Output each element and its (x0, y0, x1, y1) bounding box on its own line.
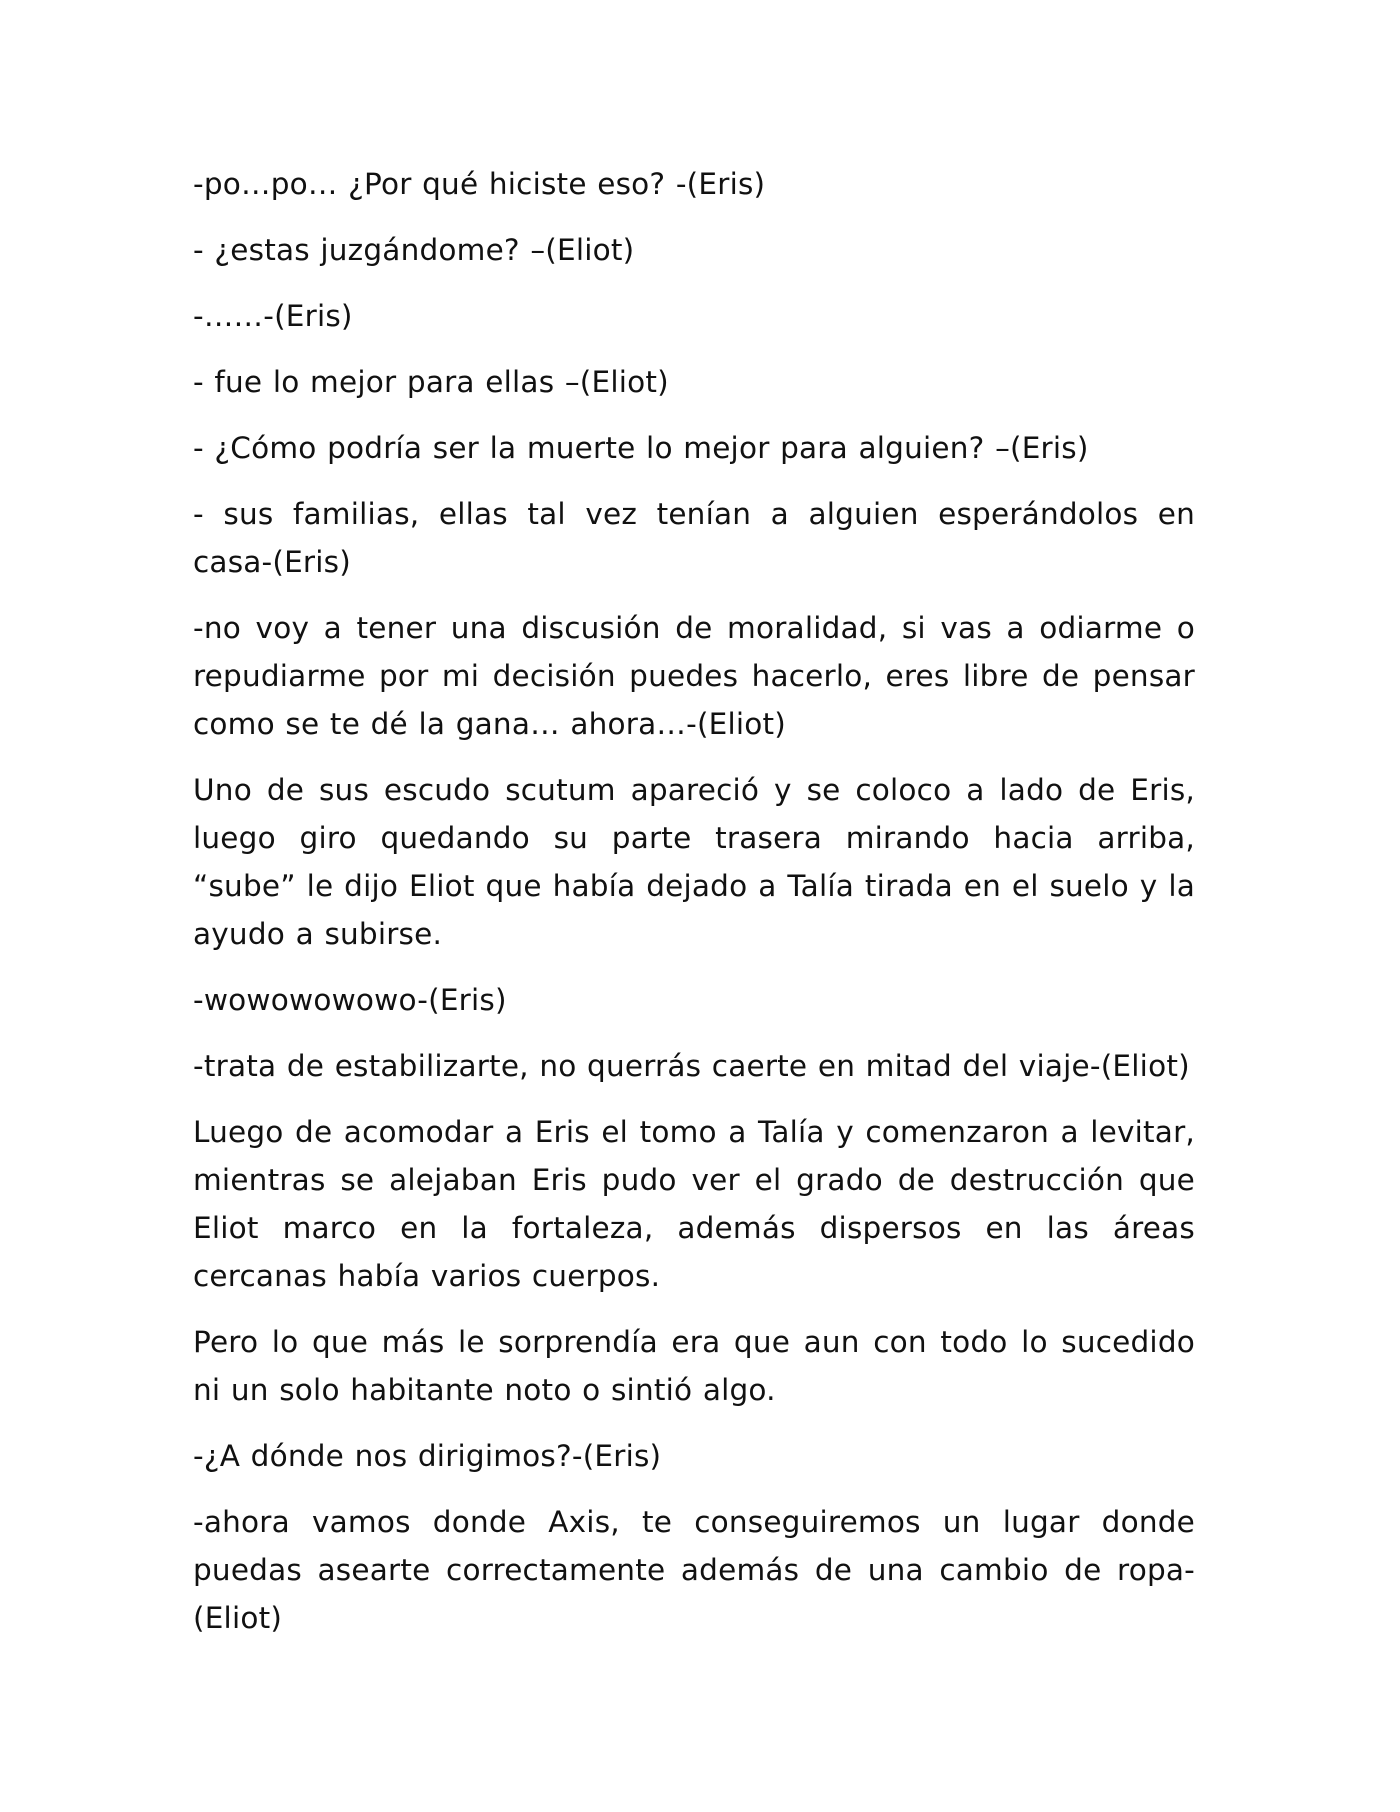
paragraph-11: Luego de acomodar a Eris el tomo a Talía y comenzaron a levitar, mientras se alejaban Eris pudo ver el grado de destrucción que Eliot marco en la fortaleza, además dispersos en las áreas cercanas había varios cuerpos. (193, 1115, 1195, 1293)
paragraph-5: - ¿Cómo podría ser la muerte lo mejor para alguien? –(Eris) (193, 431, 1089, 465)
paragraph-1: -po…po… ¿Por qué hiciste eso? -(Eris) (193, 167, 766, 201)
paragraph-6: - sus familias, ellas tal vez tenían a alguien esperándolos en casa-(Eris) (193, 497, 1195, 579)
paragraph-9: -wowowowowo-(Eris) (193, 983, 507, 1017)
paragraph-10: -trata de estabilizarte, no querrás caerte en mitad del viaje-(Eliot) (193, 1049, 1190, 1083)
paragraph-3: -……-(Eris) (193, 299, 353, 333)
document-body (193, 160, 1195, 1660)
paragraph-8: Uno de sus escudo scutum apareció y se coloco a lado de Eris, luego giro quedando su parte trasera mirando hacia arriba, “sube” le dijo Eliot que había dejado a Talía tirada en el suelo y la ayudo a subirse. (193, 773, 1195, 951)
paragraph-13: -¿A dónde nos dirigimos?-(Eris) (193, 1439, 662, 1473)
paragraph-12: Pero lo que más le sorprendía era que aun con todo lo sucedido ni un solo habitante noto o sintió algo. (193, 1325, 1195, 1407)
paragraph-2: - ¿estas juzgándome? –(Eliot) (193, 233, 635, 267)
paragraph-7: -no voy a tener una discusión de moralidad, si vas a odiarme o repudiarme por mi decisión puedes hacerlo, eres libre de pensar como se te dé la gana… ahora…-(Eliot) (193, 611, 1195, 741)
paragraph-14: -ahora vamos donde Axis, te conseguiremos un lugar donde puedas asearte correctamente además de una cambio de ropa-(Eliot) (193, 1505, 1195, 1635)
paragraph-4: - fue lo mejor para ellas –(Eliot) (193, 365, 669, 399)
